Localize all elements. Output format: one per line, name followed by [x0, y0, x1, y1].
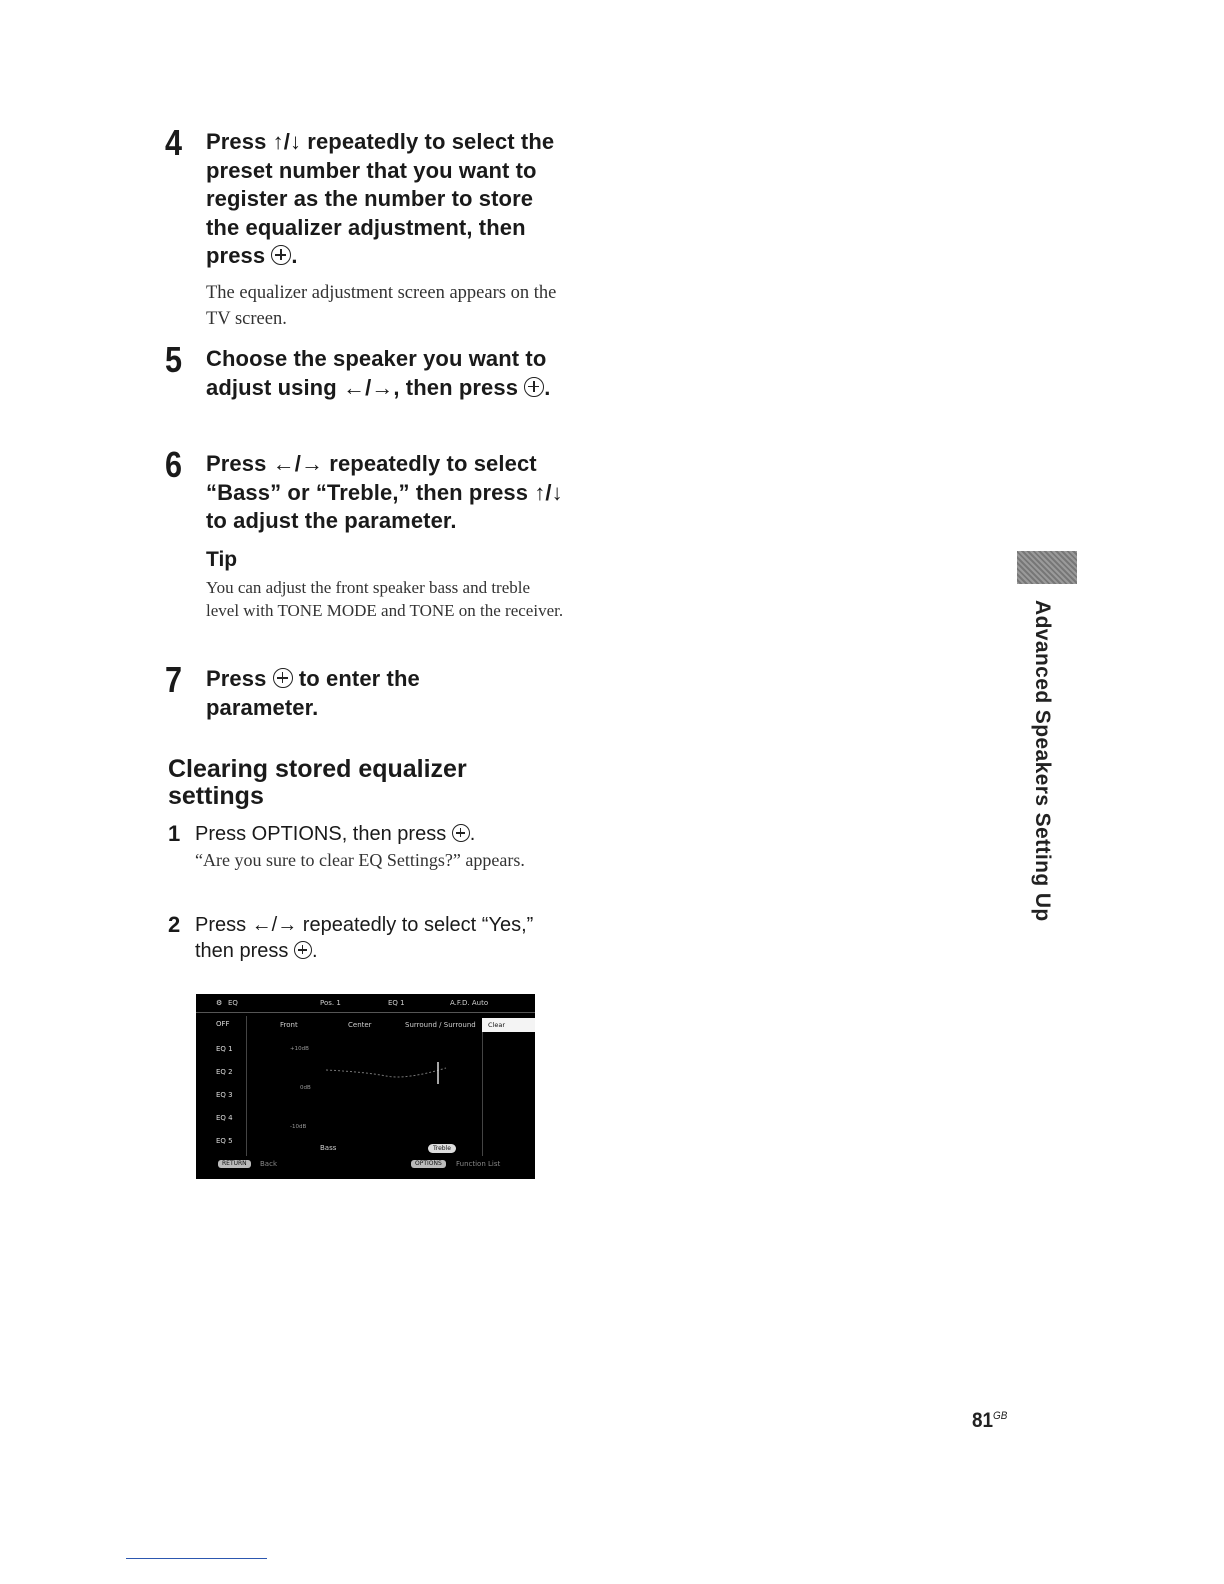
step-number: 6 — [165, 444, 183, 485]
menu-item: EQ 4 — [216, 1114, 233, 1122]
return-button-label: RETURN — [218, 1160, 251, 1168]
page-number — [972, 1409, 1007, 1433]
step-heading-text-end: to enter the parameter. — [206, 666, 420, 720]
step-heading-text-end: . — [291, 243, 298, 268]
menu-item: EQ 3 — [216, 1091, 233, 1099]
sub-step-heading-text: Press OPTIONS, then press — [195, 823, 452, 845]
menu-item: OFF — [216, 1020, 230, 1028]
step-number: 4 — [165, 122, 183, 163]
level-minus-label: -10dB — [290, 1124, 307, 1130]
menu-divider — [246, 1016, 247, 1156]
page-suffix: GB — [993, 1410, 1008, 1422]
step-heading: Press ←/→ repeatedly to select “Bass” or “Treble,” then press ↑/↓ to adjust the parameter. — [206, 451, 563, 533]
return-text: Back — [260, 1160, 277, 1168]
sub-step-heading-text-end: . — [311, 940, 318, 962]
step-heading-text-end: . — [544, 374, 551, 400]
step-4 — [165, 122, 565, 332]
sub-step-heading — [195, 821, 568, 847]
sub-step-heading-text-end: . — [469, 823, 476, 845]
level-zero-label: 0dB — [300, 1085, 311, 1091]
page-number-value: 81 — [972, 1409, 994, 1432]
screen-eq-preset: EQ 1 — [388, 999, 405, 1007]
eq-screen-illustration — [196, 994, 535, 1179]
step-5 — [165, 339, 565, 402]
chapter-side-label: Advanced Speakers Setting Up — [1031, 600, 1054, 922]
screen-afd: A.F.D. Auto — [450, 999, 489, 1007]
bass-label: Bass — [320, 1144, 337, 1152]
step-heading — [206, 345, 565, 402]
tip-title: Tip — [206, 547, 238, 571]
step-description: The equalizer adjustment screen appears on the TV screen. — [206, 282, 557, 329]
sub-step-2 — [168, 912, 548, 964]
enter-button-icon — [271, 245, 291, 265]
screen-position: Pos. 1 — [320, 999, 341, 1007]
sub-step-heading-text: Press ←/→ repeatedly to select “Yes,” then press — [195, 914, 534, 962]
tip-body: You can adjust the front speaker bass and treble level with TONE MODE and TONE on the receiver. — [206, 577, 564, 620]
step-heading — [206, 128, 565, 271]
speaker-center: Center — [348, 1021, 372, 1029]
level-plus-label: +10dB — [290, 1046, 309, 1052]
clear-popup: Clear — [482, 1018, 535, 1032]
step-7 — [165, 659, 505, 722]
screen-title: EQ — [228, 999, 238, 1007]
enter-button-icon — [524, 377, 544, 397]
step-6 — [165, 444, 565, 623]
step-heading-text: Choose the speaker you want to adjust using ←/→, then press — [206, 346, 547, 400]
popup-column — [482, 1032, 535, 1156]
enter-button-icon — [294, 941, 312, 959]
options-button-label: OPTIONS — [411, 1160, 446, 1168]
speaker-surround: Surround / Surround — [405, 1021, 476, 1029]
enter-button-icon — [452, 824, 470, 842]
step-heading — [206, 665, 505, 722]
sub-step-heading — [195, 912, 548, 964]
sub-step-number: 1 — [168, 821, 181, 846]
sub-step-number: 2 — [168, 912, 181, 937]
step-heading-text: Press ↑/↓ repeatedly to select the preset number that you want to register as the number to store the equalizer adjustment, then press — [206, 129, 555, 268]
treble-selected-pill: Treble — [428, 1144, 456, 1153]
step-heading-text: Press — [206, 666, 273, 691]
options-text: Function List — [456, 1160, 501, 1168]
eq-curve-graphic — [306, 1054, 476, 1134]
speaker-front: Front — [280, 1021, 298, 1029]
menu-item: EQ 5 — [216, 1137, 233, 1145]
sub-step-description: “Are you sure to clear EQ Settings?” appears. — [195, 850, 525, 870]
step-number: 5 — [165, 339, 183, 380]
enter-button-icon — [273, 668, 293, 688]
menu-item: EQ 1 — [216, 1045, 233, 1053]
chapter-tab-marker — [1017, 551, 1077, 584]
sub-step-1 — [168, 821, 568, 873]
menu-item: EQ 2 — [216, 1068, 233, 1076]
footer-rule — [126, 1558, 267, 1559]
section-title: Clearing stored equalizer settings — [168, 755, 467, 810]
eq-settings-icon: ⚙ — [216, 999, 223, 1007]
step-number: 7 — [165, 659, 183, 700]
